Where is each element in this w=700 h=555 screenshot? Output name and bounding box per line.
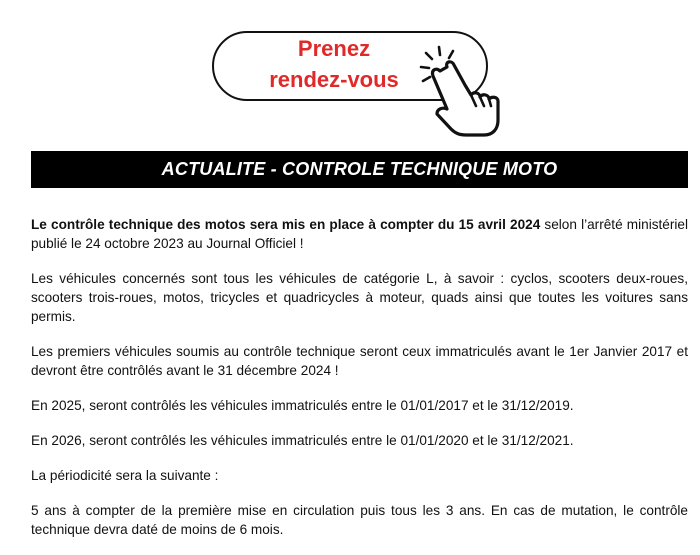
section-banner <box>31 151 688 188</box>
article-paragraph-1-rest: selon l’arrêté ministériel publié le 24 octobre 2023 au Journal Officiel ! <box>31 217 688 251</box>
article-paragraph-1 <box>31 215 688 253</box>
book-appointment-label[interactable] <box>234 33 434 95</box>
hand-pointer-click-icon[interactable] <box>418 43 514 139</box>
article-body <box>31 215 688 555</box>
article-paragraph-4: En 2025, seront contrôlés les véhicules immatriculés entre le 01/01/2017 et le 31/12/2019. <box>31 398 574 413</box>
article-paragraph-3: Les premiers véhicules soumis au contrôle technique seront ceux immatriculés avant le 1er Janvier 2017 et devront être contrôlés avant le 31 décembre 2024 ! <box>31 344 688 378</box>
article-highlight: Le contrôle technique des motos sera mis en place à compter du 15 avril 2024 <box>31 217 541 232</box>
book-appointment-button[interactable] <box>212 31 502 105</box>
article-paragraph-5: En 2026, seront contrôlés les véhicules immatriculés entre le 01/01/2020 et le 31/12/2021. <box>31 433 574 448</box>
book-appointment-line-1[interactable]: Prenez <box>297 36 371 61</box>
article-paragraph-6: La périodicité sera la suivante : <box>31 468 219 483</box>
book-appointment-line-2[interactable]: rendez-vous <box>269 67 399 92</box>
article-paragraph-7: 5 ans à compter de la première mise en circulation puis tous les 3 ans. En cas de mutation, le contrôle technique devra daté de moins de 6 mois. <box>31 503 688 537</box>
section-title: ACTUALITE - CONTROLE TECHNIQUE MOTO <box>161 159 558 179</box>
article-paragraph-2: Les véhicules concernés sont tous les véhicules de catégorie L, à savoir : cyclos, scooters deux-roues, scooters trois-roues, motos, tricycles et quadricycles à moteur, quads ainsi que toutes les voitures sans permis. <box>31 271 688 324</box>
